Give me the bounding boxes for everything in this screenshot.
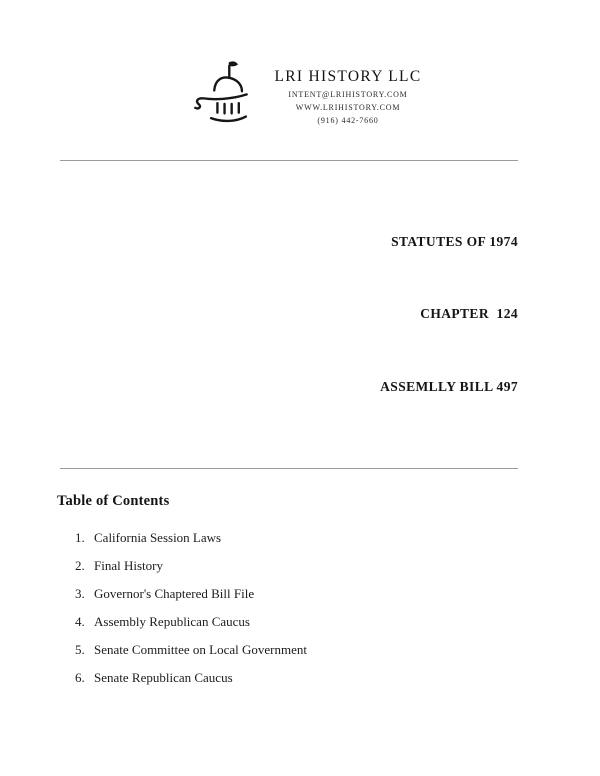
statutes-line: STATUTES OF 1974: [391, 233, 518, 249]
toc-item: 3. Governor's Chaptered Bill File: [88, 586, 600, 602]
bill-line: ASSEMLLY BILL 497: [380, 379, 518, 395]
toc-item: 2. Final History: [88, 558, 600, 574]
divider-bottom: [60, 468, 518, 469]
letterhead: [0, 0, 600, 134]
letterhead-text: [275, 68, 422, 125]
capitol-logo-icon: [179, 58, 259, 134]
chapter-line: CHAPTER 124: [420, 306, 518, 322]
company-phone: (916) 442-7660: [317, 115, 379, 125]
toc-item: 4. Assembly Republican Caucus: [88, 614, 600, 630]
toc-item: 6. Senate Republican Caucus: [88, 670, 600, 686]
company-name: LRI HISTORY LLC: [274, 67, 422, 85]
statute-reference: [60, 181, 518, 448]
toc-item: 1. California Session Laws: [88, 530, 600, 546]
toc-title: Table of Contents: [57, 493, 170, 510]
company-website: WWW.LRIHISTORY.COM: [295, 102, 401, 112]
divider-top: [60, 160, 518, 161]
company-email: INTENT@LRIHISTORY.COM: [288, 89, 408, 99]
toc-item: 5. Senate Committee on Local Government: [88, 642, 600, 658]
toc-list: [0, 530, 600, 686]
